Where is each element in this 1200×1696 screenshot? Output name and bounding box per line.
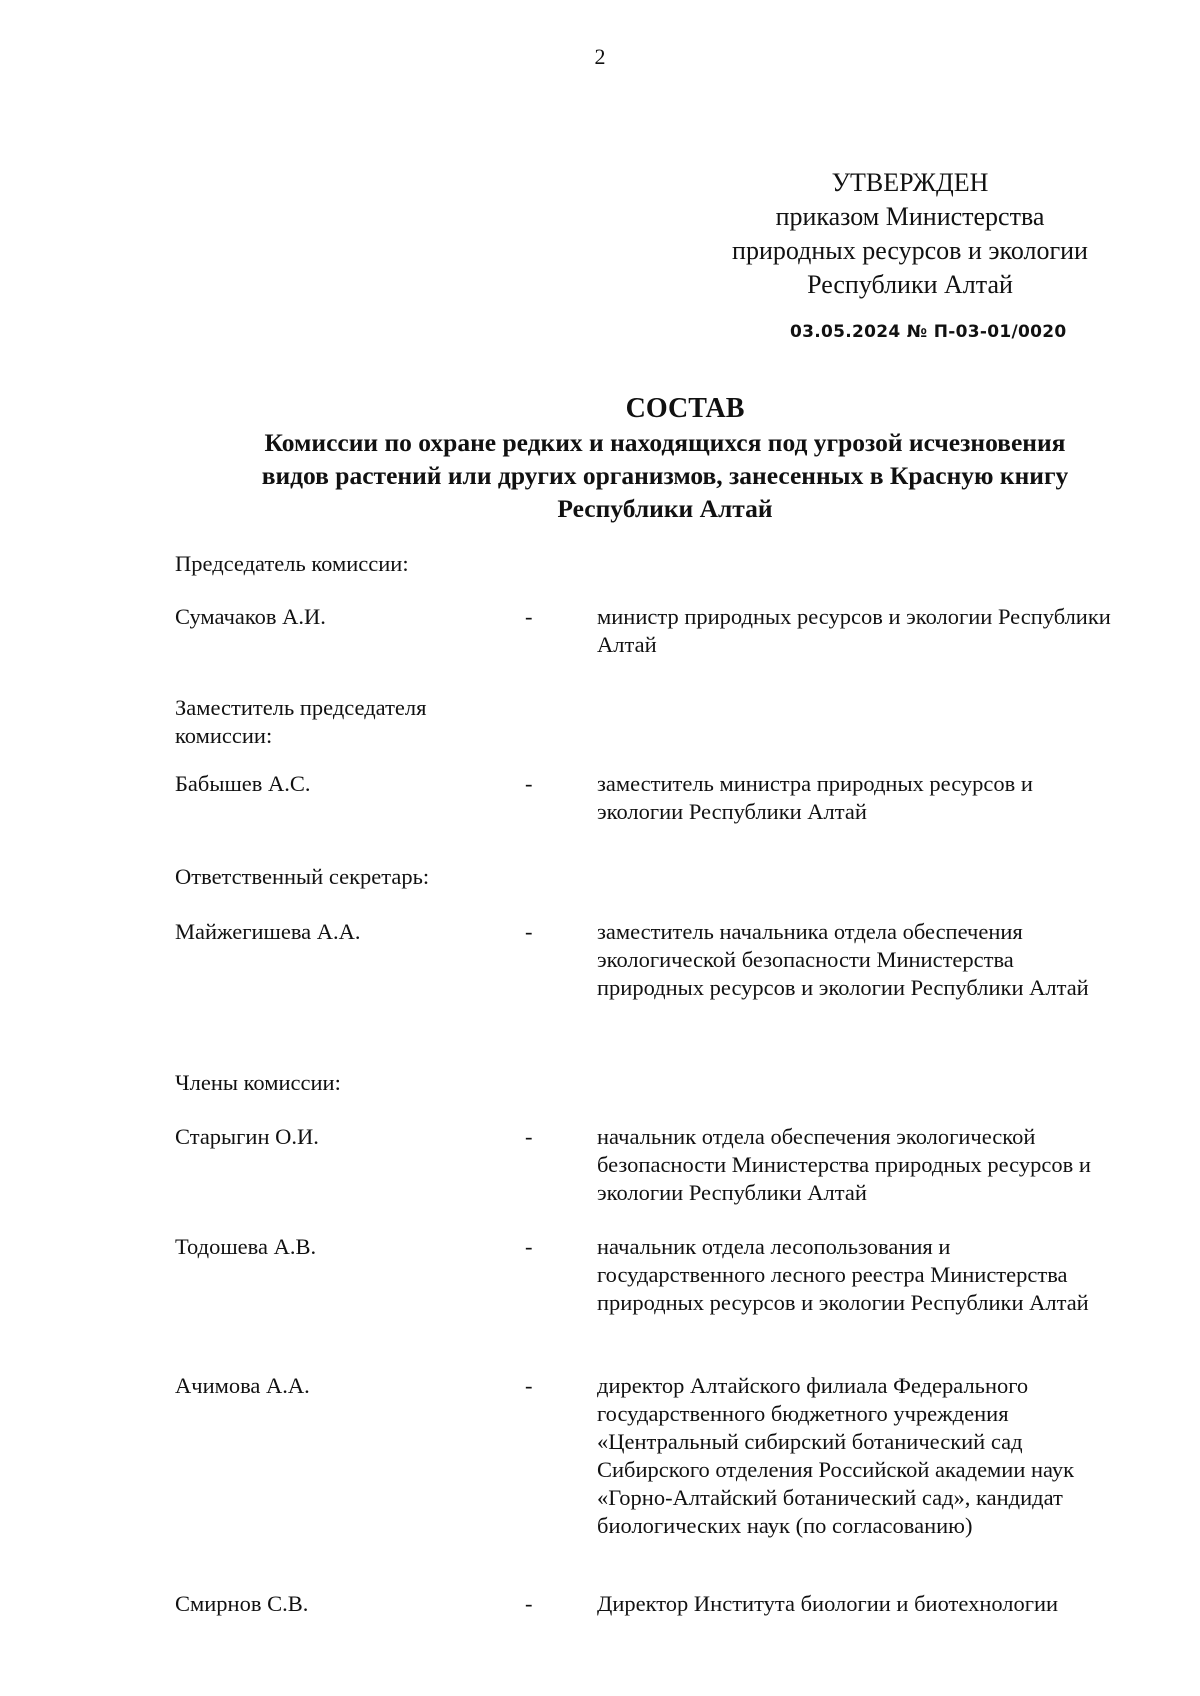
member-dash: - — [525, 919, 533, 944]
member-role: Директор Института биологии и биотехнологии — [597, 1591, 1059, 1616]
members-label: Члены комиссии: — [175, 1070, 341, 1095]
page-number: 2 — [594, 44, 606, 69]
approval-line: Республики Алтай — [807, 270, 1013, 299]
member-dash: - — [525, 1591, 533, 1616]
approval-heading: УТВЕРЖДЕН — [831, 168, 989, 197]
member-dash: - — [525, 771, 533, 796]
member-name: Старыгин О.И. — [175, 1124, 319, 1149]
member-name: Смирнов С.В. — [175, 1591, 309, 1616]
member-dash: - — [525, 1124, 533, 1149]
approval-line: природных ресурсов и экологии — [732, 236, 1088, 265]
member-name: Сумачаков А.И. — [175, 604, 326, 629]
approval-line: приказом Министерства — [775, 202, 1045, 231]
member-role: заместитель начальника отдела обеспечения экологической безопасности Министерства природных ресурсов и экологии Республики Алтай — [597, 919, 1089, 1000]
secretary-label: Ответственный секретарь: — [175, 864, 430, 889]
subtitle-line: Комиссии по охране редких и находящихся под угрозой исчезновения — [264, 428, 1066, 457]
member-name: Бабышев А.С. — [175, 771, 311, 796]
member-dash: - — [525, 1234, 533, 1259]
member-role: начальник отдела лесопользования и государственного лесного реестра Министерства природных ресурсов и экологии Республики Алтай — [597, 1234, 1089, 1315]
approval-block — [700, 166, 1120, 302]
member-role: начальник отдела обеспечения экологической безопасности Министерства природных ресурсов и экологии Республики Алтай — [597, 1124, 1091, 1205]
member-dash: - — [525, 604, 533, 629]
member-role: заместитель министра природных ресурсов и экологии Республики Алтай — [597, 771, 1033, 824]
document-subtitle — [160, 426, 1200, 525]
member-name: Ачимова А.А. — [175, 1373, 310, 1398]
member-name: Тодошева А.В. — [175, 1234, 317, 1259]
chairman-label: Председатель комиссии: — [175, 551, 409, 576]
member-role: министр природных ресурсов и экологии Республики Алтай — [597, 604, 1111, 657]
member-dash: - — [525, 1373, 533, 1398]
deputy-label: Заместитель председателя комиссии: — [175, 695, 427, 748]
approval-date-number: 03.05.2024 № П-03-01/0020 — [790, 322, 1067, 342]
subtitle-line: Республики Алтай — [557, 494, 773, 523]
document-title: СОСТАВ — [625, 393, 745, 424]
subtitle-line: видов растений или других организмов, занесенных в Красную книгу — [261, 461, 1069, 490]
member-role: директор Алтайского филиала Федерального государственного бюджетного учреждения «Центральный сибирский ботанический сад Сибирского отделения Российской академии наук «Горно-Алтайский ботанический сад», кандидат биологических наук (по согласованию) — [597, 1373, 1075, 1538]
member-name: Майжегишева А.А. — [175, 919, 361, 944]
